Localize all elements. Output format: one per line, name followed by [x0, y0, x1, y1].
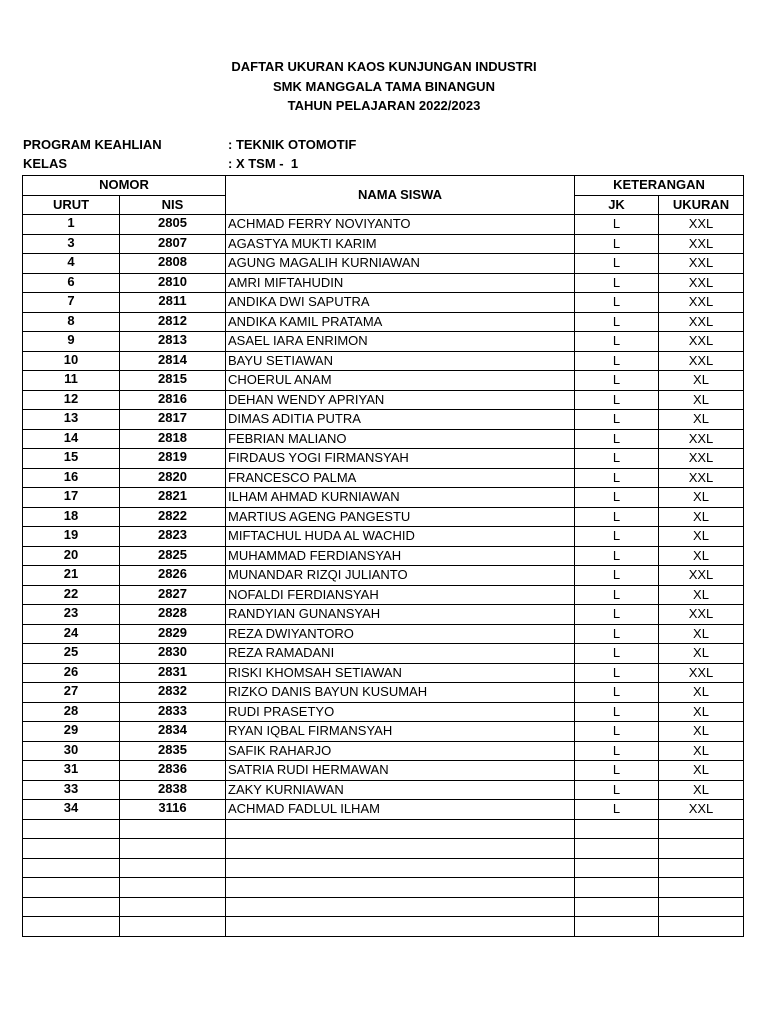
row-ukuran: XL — [659, 390, 744, 410]
col-keterangan: KETERANGAN — [575, 176, 744, 196]
row-urut: 27 — [23, 683, 120, 703]
table-row — [23, 761, 744, 781]
row-urut: 4 — [23, 254, 120, 274]
table-row — [23, 234, 744, 254]
size-table — [22, 175, 744, 937]
row-nis: 2813 — [120, 332, 226, 352]
row-jk: L — [575, 507, 659, 527]
row-ukuran — [659, 917, 744, 937]
table-row — [23, 897, 744, 917]
row-urut — [23, 858, 120, 878]
row-ukuran: XL — [659, 546, 744, 566]
program-label: PROGRAM KEAHLIAN — [23, 137, 162, 152]
row-nama: ANDIKA KAMIL PRATAMA — [226, 312, 575, 332]
row-nis: 2805 — [120, 215, 226, 235]
row-nis: 2808 — [120, 254, 226, 274]
row-jk: L — [575, 351, 659, 371]
row-nama — [226, 839, 575, 859]
table-row — [23, 917, 744, 937]
row-nis: 2835 — [120, 741, 226, 761]
row-nama: ACHMAD FERRY NOVIYANTO — [226, 215, 575, 235]
row-jk: L — [575, 332, 659, 352]
row-ukuran: XL — [659, 507, 744, 527]
row-nis: 2816 — [120, 390, 226, 410]
row-nis: 2827 — [120, 585, 226, 605]
row-ukuran: XXL — [659, 312, 744, 332]
row-nama: RISKI KHOMSAH SETIAWAN — [226, 663, 575, 683]
row-jk: L — [575, 761, 659, 781]
table-row — [23, 644, 744, 664]
row-ukuran: XL — [659, 644, 744, 664]
row-ukuran: XL — [659, 741, 744, 761]
row-nama: SATRIA RUDI HERMAWAN — [226, 761, 575, 781]
table-row — [23, 371, 744, 391]
row-nis: 2811 — [120, 293, 226, 313]
row-ukuran: XL — [659, 410, 744, 430]
row-jk — [575, 878, 659, 898]
row-urut — [23, 819, 120, 839]
table-row — [23, 780, 744, 800]
row-nama — [226, 858, 575, 878]
row-jk: L — [575, 293, 659, 313]
col-nama: NAMA SISWA — [226, 176, 575, 215]
header-row-1 — [23, 176, 744, 196]
row-jk: L — [575, 468, 659, 488]
row-nis: 2815 — [120, 371, 226, 391]
row-ukuran: XL — [659, 488, 744, 508]
row-urut: 21 — [23, 566, 120, 586]
row-nis: 2807 — [120, 234, 226, 254]
row-ukuran: XL — [659, 527, 744, 547]
row-nis: 2820 — [120, 468, 226, 488]
row-urut: 8 — [23, 312, 120, 332]
title-line-3: TAHUN PELAJARAN 2022/2023 — [287, 98, 481, 113]
row-jk: L — [575, 741, 659, 761]
table-row — [23, 800, 744, 820]
row-jk: L — [575, 371, 659, 391]
table-row — [23, 293, 744, 313]
row-urut — [23, 839, 120, 859]
kelas-value: : X TSM - 1 — [228, 156, 299, 171]
row-urut: 13 — [23, 410, 120, 430]
row-jk: L — [575, 566, 659, 586]
table-row — [23, 839, 744, 859]
row-urut: 10 — [23, 351, 120, 371]
row-ukuran — [659, 819, 744, 839]
row-nis: 2819 — [120, 449, 226, 469]
row-jk — [575, 858, 659, 878]
row-nama: AGUNG MAGALIH KURNIAWAN — [226, 254, 575, 274]
row-urut: 28 — [23, 702, 120, 722]
row-nama — [226, 819, 575, 839]
row-ukuran — [659, 858, 744, 878]
row-nama — [226, 897, 575, 917]
row-nis: 2818 — [120, 429, 226, 449]
row-nis — [120, 839, 226, 859]
row-jk: L — [575, 702, 659, 722]
row-nama: REZA RAMADANI — [226, 644, 575, 664]
row-urut: 6 — [23, 273, 120, 293]
row-jk: L — [575, 215, 659, 235]
row-nama: ZAKY KURNIAWAN — [226, 780, 575, 800]
row-urut: 30 — [23, 741, 120, 761]
kelas-info — [23, 156, 298, 172]
row-jk: L — [575, 312, 659, 332]
row-ukuran: XXL — [659, 254, 744, 274]
row-nis — [120, 897, 226, 917]
row-ukuran: XXL — [659, 234, 744, 254]
row-jk: L — [575, 390, 659, 410]
table-row — [23, 488, 744, 508]
row-jk: L — [575, 624, 659, 644]
row-urut: 11 — [23, 371, 120, 391]
row-ukuran: XXL — [659, 293, 744, 313]
row-ukuran: XL — [659, 371, 744, 391]
row-nis — [120, 858, 226, 878]
row-nama: RIZKO DANIS BAYUN KUSUMAH — [226, 683, 575, 703]
row-nis: 2810 — [120, 273, 226, 293]
table-row — [23, 429, 744, 449]
row-nama: SAFIK RAHARJO — [226, 741, 575, 761]
table-body — [23, 215, 744, 937]
table-row — [23, 215, 744, 235]
table-row — [23, 878, 744, 898]
row-urut: 16 — [23, 468, 120, 488]
row-nis: 2833 — [120, 702, 226, 722]
row-nama: ACHMAD FADLUL ILHAM — [226, 800, 575, 820]
row-urut — [23, 897, 120, 917]
row-nama: FEBRIAN MALIANO — [226, 429, 575, 449]
row-ukuran: XXL — [659, 800, 744, 820]
row-ukuran: XXL — [659, 566, 744, 586]
row-nama: ASAEL IARA ENRIMON — [226, 332, 575, 352]
row-nama: FRANCESCO PALMA — [226, 468, 575, 488]
row-nis: 3116 — [120, 800, 226, 820]
row-nama: MARTIUS AGENG PANGESTU — [226, 507, 575, 527]
row-nama: FIRDAUS YOGI FIRMANSYAH — [226, 449, 575, 469]
table-row — [23, 390, 744, 410]
row-jk: L — [575, 429, 659, 449]
row-ukuran: XL — [659, 702, 744, 722]
table-row — [23, 663, 744, 683]
table-row — [23, 741, 744, 761]
table-row — [23, 624, 744, 644]
row-urut: 20 — [23, 546, 120, 566]
row-urut: 26 — [23, 663, 120, 683]
col-nomor: NOMOR — [23, 176, 226, 196]
row-nis: 2823 — [120, 527, 226, 547]
row-ukuran — [659, 897, 744, 917]
row-ukuran: XXL — [659, 663, 744, 683]
row-nama: REZA DWIYANTORO — [226, 624, 575, 644]
table-row — [23, 312, 744, 332]
col-ukuran: UKURAN — [659, 195, 744, 215]
row-urut: 1 — [23, 215, 120, 235]
row-jk: L — [575, 585, 659, 605]
row-nama: RANDYIAN GUNANSYAH — [226, 605, 575, 625]
row-jk: L — [575, 234, 659, 254]
row-nama: MIFTACHUL HUDA AL WACHID — [226, 527, 575, 547]
row-ukuran: XL — [659, 780, 744, 800]
row-nis: 2830 — [120, 644, 226, 664]
row-ukuran: XXL — [659, 429, 744, 449]
table-row — [23, 273, 744, 293]
row-ukuran — [659, 878, 744, 898]
row-nama: MUHAMMAD FERDIANSYAH — [226, 546, 575, 566]
row-nama: ANDIKA DWI SAPUTRA — [226, 293, 575, 313]
row-jk: L — [575, 273, 659, 293]
row-urut: 33 — [23, 780, 120, 800]
row-ukuran: XL — [659, 761, 744, 781]
row-ukuran: XXL — [659, 215, 744, 235]
table-row — [23, 507, 744, 527]
row-urut: 18 — [23, 507, 120, 527]
table-row — [23, 605, 744, 625]
table-row — [23, 449, 744, 469]
table-row — [23, 410, 744, 430]
table-row — [23, 702, 744, 722]
row-ukuran: XXL — [659, 332, 744, 352]
row-nis — [120, 878, 226, 898]
row-nama — [226, 878, 575, 898]
row-urut: 25 — [23, 644, 120, 664]
row-jk — [575, 819, 659, 839]
col-nis: NIS — [120, 195, 226, 215]
row-ukuran: XXL — [659, 351, 744, 371]
row-nama: MUNANDAR RIZQI JULIANTO — [226, 566, 575, 586]
row-nis: 2831 — [120, 663, 226, 683]
row-nis: 2822 — [120, 507, 226, 527]
row-jk: L — [575, 722, 659, 742]
row-urut: 29 — [23, 722, 120, 742]
row-nis: 2828 — [120, 605, 226, 625]
row-jk: L — [575, 254, 659, 274]
row-jk — [575, 917, 659, 937]
kelas-label: KELAS — [23, 156, 68, 171]
row-jk: L — [575, 780, 659, 800]
row-urut: 19 — [23, 527, 120, 547]
title-line-2: SMK MANGGALA TAMA BINANGUN — [273, 78, 495, 94]
title-line-1: DAFTAR UKURAN KAOS KUNJUNGAN INDUSTRI — [231, 59, 537, 74]
row-urut: 14 — [23, 429, 120, 449]
row-ukuran: XXL — [659, 468, 744, 488]
row-urut: 7 — [23, 293, 120, 313]
row-urut: 9 — [23, 332, 120, 352]
row-urut: 22 — [23, 585, 120, 605]
row-nama: RUDI PRASETYO — [226, 702, 575, 722]
col-urut: URUT — [23, 195, 120, 215]
row-jk: L — [575, 663, 659, 683]
row-urut: 17 — [23, 488, 120, 508]
row-jk: L — [575, 449, 659, 469]
row-urut — [23, 878, 120, 898]
row-nis: 2821 — [120, 488, 226, 508]
row-nis: 2814 — [120, 351, 226, 371]
row-jk: L — [575, 683, 659, 703]
row-jk: L — [575, 644, 659, 664]
table-row — [23, 683, 744, 703]
row-jk — [575, 839, 659, 859]
row-jk — [575, 897, 659, 917]
row-nis: 2826 — [120, 566, 226, 586]
row-jk: L — [575, 527, 659, 547]
row-jk: L — [575, 410, 659, 430]
row-jk: L — [575, 800, 659, 820]
row-nis: 2838 — [120, 780, 226, 800]
table-row — [23, 351, 744, 371]
row-urut: 12 — [23, 390, 120, 410]
table-row — [23, 527, 744, 547]
row-ukuran — [659, 839, 744, 859]
row-nis: 2825 — [120, 546, 226, 566]
row-nis: 2836 — [120, 761, 226, 781]
table-row — [23, 858, 744, 878]
row-nama: ILHAM AHMAD KURNIAWAN — [226, 488, 575, 508]
row-urut: 34 — [23, 800, 120, 820]
row-nama: DIMAS ADITIA PUTRA — [226, 410, 575, 430]
col-jk: JK — [575, 195, 659, 215]
row-urut: 15 — [23, 449, 120, 469]
row-ukuran: XL — [659, 585, 744, 605]
row-urut: 31 — [23, 761, 120, 781]
row-nama: AGASTYA MUKTI KARIM — [226, 234, 575, 254]
program-value: : TEKNIK OTOMOTIF — [228, 137, 357, 152]
row-nis — [120, 917, 226, 937]
row-nis: 2817 — [120, 410, 226, 430]
table-row — [23, 585, 744, 605]
table-row — [23, 468, 744, 488]
row-nis: 2832 — [120, 683, 226, 703]
row-jk: L — [575, 546, 659, 566]
table-row — [23, 254, 744, 274]
row-nama: RYAN IQBAL FIRMANSYAH — [226, 722, 575, 742]
row-ukuran: XXL — [659, 449, 744, 469]
row-nis — [120, 819, 226, 839]
row-ukuran: XXL — [659, 605, 744, 625]
document-title — [0, 57, 768, 116]
row-ukuran: XL — [659, 683, 744, 703]
row-ukuran: XL — [659, 722, 744, 742]
row-urut: 24 — [23, 624, 120, 644]
row-nama: NOFALDI FERDIANSYAH — [226, 585, 575, 605]
row-urut — [23, 917, 120, 937]
row-jk: L — [575, 605, 659, 625]
row-nama: BAYU SETIAWAN — [226, 351, 575, 371]
row-nama: CHOERUL ANAM — [226, 371, 575, 391]
row-urut: 23 — [23, 605, 120, 625]
table-row — [23, 546, 744, 566]
row-ukuran: XXL — [659, 273, 744, 293]
row-nis: 2812 — [120, 312, 226, 332]
table-row — [23, 819, 744, 839]
program-info — [23, 137, 356, 153]
row-nama — [226, 917, 575, 937]
table-row — [23, 332, 744, 352]
row-nis: 2834 — [120, 722, 226, 742]
row-nama: AMRI MIFTAHUDIN — [226, 273, 575, 293]
row-nama: DEHAN WENDY APRIYAN — [226, 390, 575, 410]
row-ukuran: XL — [659, 624, 744, 644]
table-row — [23, 722, 744, 742]
row-nis: 2829 — [120, 624, 226, 644]
table-row — [23, 566, 744, 586]
row-jk: L — [575, 488, 659, 508]
row-urut: 3 — [23, 234, 120, 254]
